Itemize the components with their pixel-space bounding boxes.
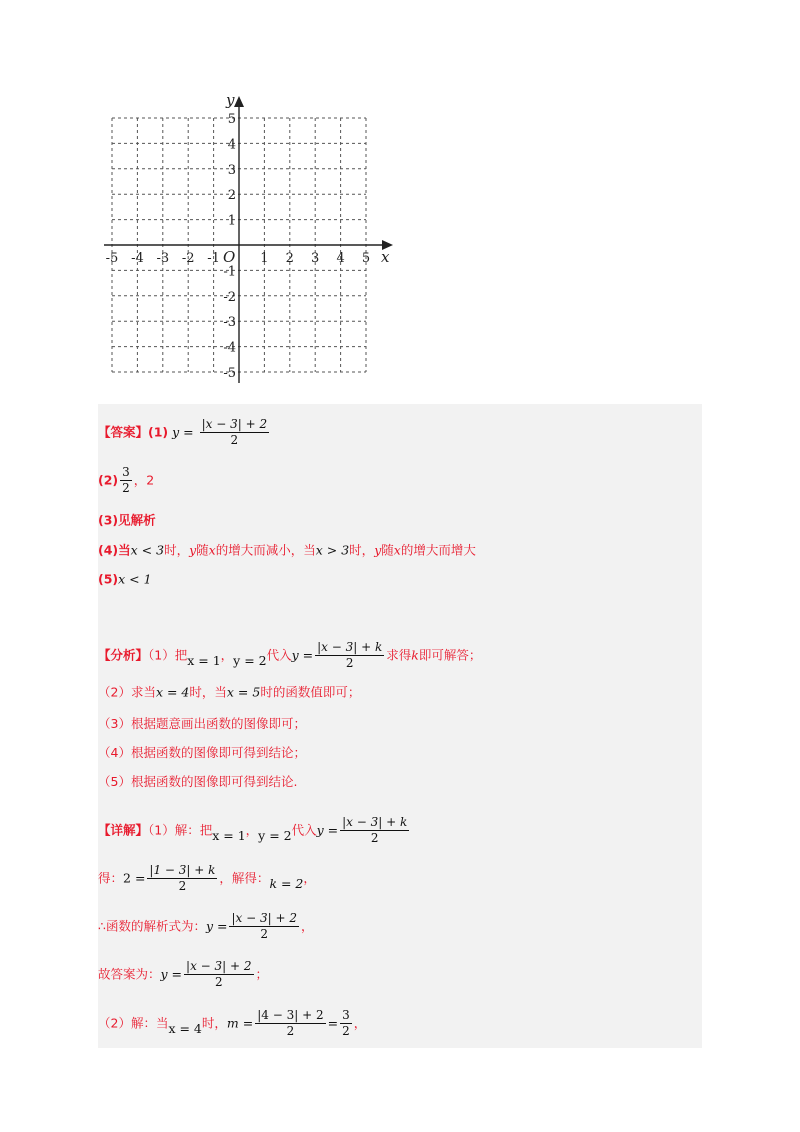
detail-1-m1: x = 1 xyxy=(212,828,246,844)
answer-line-4 xyxy=(98,544,476,557)
answer-line-1 xyxy=(98,417,271,448)
analysis-1-comma: ， xyxy=(220,647,234,663)
answer-tag: 【答案】 xyxy=(98,424,149,440)
detail-2-a: 得： xyxy=(98,870,124,886)
analysis-2-a: （2）求当 xyxy=(98,684,156,700)
answer-4-t6: 的增大而增大 xyxy=(400,542,476,558)
answer-4-y2: y xyxy=(374,542,382,558)
analysis-1-m1: x = 1 xyxy=(187,653,221,669)
detail-4-fraction: $\frac{|x - 3| + 2}{2}$ xyxy=(186,959,252,989)
detail-1-b: 代入 xyxy=(291,822,317,838)
detail-4-b: ； xyxy=(255,966,269,982)
answer-1-lhs: y = xyxy=(172,424,194,440)
x-tick-label: 5 xyxy=(361,251,371,266)
answer-4-t5: 随 xyxy=(381,542,394,558)
detail-line-4 xyxy=(98,959,268,990)
answer-2-rest: ，2 xyxy=(133,472,155,488)
analysis-line-1 xyxy=(98,640,481,671)
answer-part-2-label: (2) xyxy=(98,472,119,488)
detail-2-c: ， xyxy=(303,870,316,886)
detail-3-b: ， xyxy=(300,918,314,934)
detail-3-a: ∴函数的解析式为： xyxy=(98,918,206,934)
analysis-line-5: （5）根据函数的图像即可得到结论. xyxy=(98,774,298,789)
detail-line-3 xyxy=(98,911,314,942)
x-tick-label: -3 xyxy=(156,251,170,266)
analysis-1-d: 即可解答； xyxy=(418,647,482,663)
answer-4-x1: x xyxy=(208,542,216,558)
detail-5-fraction-2: $\frac{3}{2}$ xyxy=(342,1008,350,1038)
x-tick-label: 1 xyxy=(260,251,269,266)
answer-4-t2: 随 xyxy=(196,542,209,558)
answer-4-x2: x xyxy=(393,542,401,558)
x-axis xyxy=(104,240,393,250)
answer-4-t3: 的增大而减小，当 xyxy=(215,542,316,558)
analysis-1-b: 代入 xyxy=(266,647,292,663)
detail-line-2 xyxy=(98,863,316,894)
y-tick-labels xyxy=(223,112,236,381)
detail-1-a: （1）解：把 xyxy=(148,822,213,838)
detail-5-eq: = xyxy=(327,1015,339,1031)
y-tick-label: -1 xyxy=(223,264,236,280)
answer-4-y1: y xyxy=(189,542,197,558)
y-tick-label: 3 xyxy=(227,162,236,178)
answer-part-1-label: (1) xyxy=(148,424,169,440)
x-tick-label: 2 xyxy=(285,251,294,266)
detail-2-m: k = 2 xyxy=(269,876,304,892)
answer-5-math: x < 1 xyxy=(118,571,152,587)
detail-4-lhs: y = xyxy=(160,966,183,982)
analysis-1-fraction: $\frac{|x - 3| + k}{2}$ xyxy=(317,640,383,670)
y-tick-label: 1 xyxy=(227,213,236,229)
analysis-2-m1: x = 4 xyxy=(155,684,190,700)
analysis-line-3: （3）根据题意画出函数的图像即可； xyxy=(98,716,306,731)
y-tick-label: 4 xyxy=(227,137,236,153)
answer-2-fraction: $\frac{3}{2}$ xyxy=(122,465,130,495)
answer-4-a: (4)当 xyxy=(98,542,131,558)
y-tick-label: 5 xyxy=(227,112,236,127)
x-tick-label: -5 xyxy=(105,251,119,266)
y-tick-label: -3 xyxy=(223,315,236,331)
analysis-line-2 xyxy=(98,686,360,699)
y-tick-label: -5 xyxy=(223,366,236,381)
answer-part-5-label: (5) xyxy=(98,571,119,587)
detail-5-m1: x = 4 xyxy=(168,1021,202,1037)
x-axis-label: x xyxy=(381,248,390,266)
analysis-2-b: 时，当 xyxy=(189,684,227,700)
detail-5-c: ， xyxy=(353,1015,367,1031)
origin-label: O xyxy=(223,248,236,266)
detail-3-lhs: y = xyxy=(205,918,228,934)
analysis-tag: 【分析】 xyxy=(98,647,149,663)
x-tick-label: -1 xyxy=(207,251,220,266)
x-tick-label: -4 xyxy=(131,251,144,266)
answer-line-2 xyxy=(98,465,154,496)
detail-2-fraction: $\frac{|1 - 3| + k}{2}$ xyxy=(149,863,216,893)
answer-4-t4: 时， xyxy=(349,542,375,558)
analysis-1-lhs: y = xyxy=(291,647,314,663)
x-tick-label: -2 xyxy=(181,251,195,266)
x-tick-label: 3 xyxy=(311,251,320,266)
analysis-1-a: （1）把 xyxy=(148,647,188,663)
answer-4-cond-1: x < 3 xyxy=(130,542,165,558)
detail-3-fraction: $\frac{|x - 3| + 2}{2}$ xyxy=(231,911,297,941)
y-tick-label: -2 xyxy=(223,289,236,305)
detail-4-a: 故答案为： xyxy=(98,966,161,982)
detail-2-lhs: 2 = xyxy=(123,870,146,886)
analysis-2-m2: x = 5 xyxy=(226,684,261,700)
detail-2-b: ，解得： xyxy=(219,870,270,886)
detail-line-1 xyxy=(98,815,411,846)
analysis-1-c: 求得 xyxy=(386,647,412,663)
answer-part-3: (3)见解析 xyxy=(98,512,156,528)
solution-panel xyxy=(98,404,702,1048)
answer-1-fraction: $\frac{|x - 3| + 2}{2}$ xyxy=(201,417,268,447)
detail-line-5 xyxy=(98,1008,366,1039)
detail-5-fraction: $\frac{|4 - 3| + 2}{2}$ xyxy=(257,1008,324,1038)
analysis-1-m2: y = 2 xyxy=(233,653,267,669)
detail-tag: 【详解】 xyxy=(98,822,149,838)
y-axis-label: y xyxy=(226,91,235,109)
detail-1-fraction: $\frac{|x - 3| + k}{2}$ xyxy=(342,815,408,845)
y-tick-label: 2 xyxy=(227,188,236,204)
answer-4-t1: 时， xyxy=(164,542,190,558)
answer-line-3 xyxy=(98,514,156,527)
x-tick-labels xyxy=(106,251,370,266)
detail-1-lhs: y = xyxy=(316,822,339,838)
detail-5-lhs: m = xyxy=(226,1015,254,1031)
x-tick-label: 4 xyxy=(336,251,345,266)
answer-line-5 xyxy=(98,573,152,586)
detail-1-m2: y = 2 xyxy=(258,828,292,844)
detail-1-comma: ， xyxy=(245,822,259,838)
analysis-2-c: 时的函数值即可； xyxy=(260,684,361,700)
detail-5-a: （2）解：当 xyxy=(98,1015,169,1031)
coordinate-grid-figure xyxy=(100,88,400,388)
analysis-line-4: （4）根据函数的图像即可得到结论； xyxy=(98,745,306,760)
answer-4-cond-2: x > 3 xyxy=(315,542,350,558)
analysis-1-k: k xyxy=(411,647,419,663)
detail-5-b: 时， xyxy=(201,1015,227,1031)
y-tick-label: -4 xyxy=(223,340,236,356)
y-axis-arrow-icon xyxy=(234,96,244,107)
